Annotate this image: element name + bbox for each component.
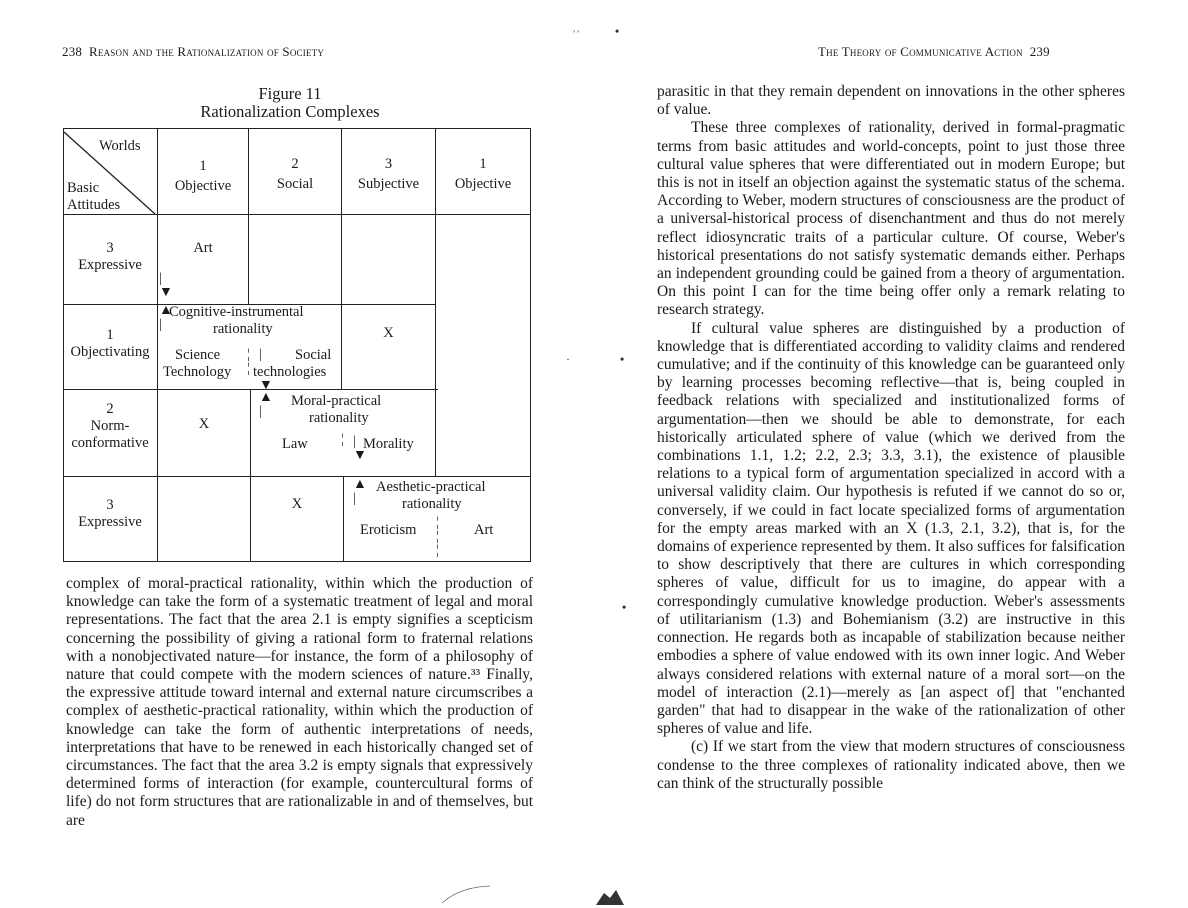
pencil-stroke <box>440 883 492 905</box>
moral-title: Moral-practical <box>291 393 382 409</box>
rationalization-table <box>63 128 531 562</box>
row-header-4: 3 Expressive <box>78 497 142 530</box>
arrow-down-icon: | ▼ <box>159 271 173 300</box>
corner-attitudes: Attitudes <box>67 197 121 213</box>
arrow-up-icon: ▲ | <box>259 390 273 419</box>
figure-title: Figure 11 <box>258 84 322 103</box>
arrow-up-icon: ▲ | <box>353 477 367 506</box>
cog-title: Cognitive-instrumental <box>169 304 304 320</box>
cell-art-top: Art <box>193 240 213 256</box>
technologies: technologies <box>253 364 327 380</box>
row-header-1: 3 Expressive <box>78 240 142 273</box>
left-paragraph: complex of moral-practical rationality, within which the production of knowledge can take the form of a systematic treatment of legal and moral representations. The fact that the area 2.1 is empty signifies a scepticism concerning the possibility of giving a rational form to fraternal relations with a nonobjectivated nature—for instance, the form of a philosophy of nature that could compete with the modern sciences of nature.³³ Finally, the expressive attitude toward internal and external nature circumscribes a complex of aesthetic-practical rationality, within which the production of knowledge can take the form of authentic interpretations of needs, interpretations that have to be renewed in each historically changed set of circumstances. The fact that the area 3.2 is empty signals that expressively determined forms of interaction (for example, countercultural forms of life) do not form structures that are rationalizable in and of themselves, but are <box>66 575 533 829</box>
right-paragraph-3: If cultural value spheres are distinguished by a production of knowledge that is differentiated according to validity claims and rendered cumulative; and if the continuity of this knowledge can be guaranteed only by learning processes becoming reflective—that is, being coupled in feedback relations with specialized and institutionalized forms of argumentation—then we should be able to demonstrate, for each historically articulated sphere of value (which we derived from the combinations 1.1, 1.2; 2.2, 2.3; 3.3, 3.1), the existence of plausible relations to a typical form of argumentation specialized in accord with a universal validity claim. Our hypothesis is refuted if we cannot do so or, conversely, if we could in fact locate specialized forms of argumentation for the empty areas marked with an X (1.3, 2.1, 3.2), that is, for the domains of experience represented by them. It also suffices for falsification to show descriptively that there are cultures in which corresponding spheres of value, difficult for us to imagine, do appear with a correspondingly cumulative knowledge production. Weber's assessments of utilitarianism (1.3) and Bohemianism (3.2) are instructive in this connection. He regards both as incapable of stabilization because neither embodies a sphere of value endowed with its own inner logic. And Weber always considered relations with external nature of a moral sort—on the model of interaction (2.1)—merely as [an aspect of] that "enchanted garden" that had to disappear in the wake of the rationalization of other spheres of value and life. <box>657 319 1125 738</box>
cell-x-1-3: X <box>383 325 394 341</box>
law: Law <box>282 436 308 452</box>
corner-basic: Basic <box>67 180 100 196</box>
dashed-divider: ¦ ¦ ¦ <box>436 515 439 558</box>
left-page-number: 238 <box>62 44 83 59</box>
col-header-2: 2 Social <box>276 156 314 192</box>
dashed-divider: | <box>259 347 262 362</box>
figure-subtitle: Rationalization Complexes <box>200 102 380 121</box>
dashed-divider: ¦ <box>341 432 344 447</box>
cell-x-2-1: X <box>198 416 210 432</box>
right-body-text <box>657 83 1125 793</box>
technology: Technology <box>163 364 232 380</box>
left-body-text <box>66 575 533 830</box>
social: Social <box>295 347 332 363</box>
morality: Morality <box>363 436 414 452</box>
scan-speck: • <box>615 24 620 38</box>
row-header-3: 2 Norm- conformative <box>71 401 149 451</box>
aesth-title: Aesthetic-practical <box>376 479 486 495</box>
arrow-up-icon: ▲ | <box>159 303 173 332</box>
left-running-title: Reason and the Rationalization of Society <box>89 44 325 59</box>
binding-smudge <box>592 884 628 906</box>
col-header-1: 1 Objective <box>174 158 232 194</box>
right-page-number: 239 <box>1029 44 1050 59</box>
moral-sub: rationality <box>309 410 369 426</box>
scan-speck: • <box>622 600 627 614</box>
scan-speck: · <box>566 352 570 366</box>
figure-caption <box>160 85 420 121</box>
row-header-2: 1 Objectivating <box>70 327 150 360</box>
scan-speck: • <box>620 352 625 366</box>
left-running-head <box>62 44 324 60</box>
cog-sub: rationality <box>213 321 273 337</box>
right-paragraph-2: These three complexes of rationality, derived in formal-pragmatic terms from basic attitudes and world-concepts, point to just those three cultural value spheres that were differentiated out in modern Europe; but this is not in itself an objection against the systematic status of the schema. According to Weber, modern structures of consciousness are the product of a universal-historical process of disenchantment and thus do not merely reflect idiosyncratic traits of a particular culture. Of course, Weber's historical presentations do not satisfy systematic demands either. Perhaps an independent grounding could be gained from a theory of argumentation. On this point I can for the time being offer only a remark relating to research strategy. <box>657 119 1125 319</box>
col-header-4: 1 Objective <box>454 156 512 192</box>
arrow-down-icon: ▼ <box>259 378 273 393</box>
art-bottom: Art <box>474 522 494 538</box>
scan-speck: ˒˒ <box>572 22 580 36</box>
eroticism: Eroticism <box>360 522 417 538</box>
right-running-head <box>818 44 1050 60</box>
right-running-title: The Theory of Communicative Action <box>818 44 1023 59</box>
dashed-divider: ¦ ¦ <box>247 347 250 376</box>
col-header-3: 3 Subjective <box>357 156 420 192</box>
corner-worlds: Worlds <box>99 138 141 154</box>
aesth-sub: rationality <box>402 496 462 512</box>
right-paragraph-1: parasitic in that they remain dependent on innovations in the other spheres of value. <box>657 83 1125 119</box>
science: Science <box>175 347 221 363</box>
cell-x-3-2: X <box>291 496 303 512</box>
arrow-down-icon: | ▼ <box>353 434 367 463</box>
right-paragraph-4: (c) If we start from the view that modern structures of consciousness condense to the three complexes of rationality indicated above, then we can think of the structurally possible <box>657 738 1125 792</box>
